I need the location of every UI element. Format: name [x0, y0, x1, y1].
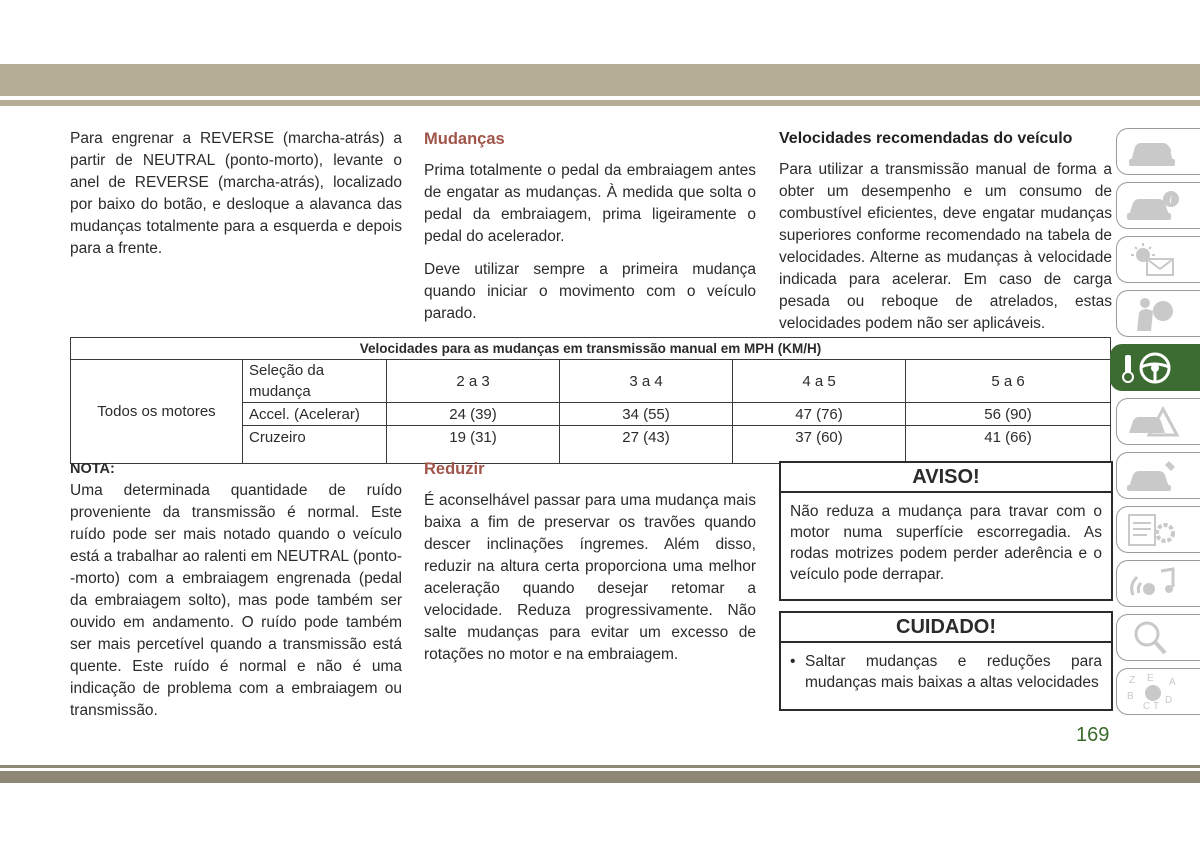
table-header-cell: Seleção da mudança — [243, 360, 387, 403]
steering-wheel-key-icon — [1119, 349, 1175, 387]
header-band — [0, 64, 1200, 96]
reduzir-paragraph: É aconselhável passar para uma mudança mais baixa a fim de preservar os travões quando descer inclinações íngremes. Além disso, reduzir na altura certa proporciona uma melhor aceleração quando desejar retomar a velocidade. Reduza progressivamente. Não salte mudanças para evitar um excesso de rotações no motor e na embraiagem. — [424, 492, 756, 663]
table-header-cell: 5 a 6 — [906, 360, 1111, 403]
svg-text:C: C — [1143, 701, 1151, 711]
table-cell: 27 (43) — [560, 426, 733, 464]
caution-bullet-text: Saltar mudanças e reduções para mudanças mais baixas a altas velocidades — [805, 653, 1102, 691]
nota-section — [70, 458, 402, 722]
nota-label: NOTA: — [70, 461, 115, 477]
tab-specifications[interactable] — [1116, 506, 1200, 553]
table-header-cell: 4 a 5 — [733, 360, 906, 403]
reverse-paragraph: Para engrenar a REVERSE (marcha-atrás) a partir de NEUTRAL (ponto-morto), levante o anel de REVERSE (marcha-atrás), localizado por baixo do botão, e desloque a alavanca das mudanças totalmente para a esquerda e depois para a frente. — [70, 130, 402, 257]
footer-rule — [0, 765, 1200, 768]
table-cell: 56 (90) — [906, 403, 1111, 426]
mudancas-paragraph-2: Deve utilizar sempre a primeira mudança quando iniciar o movimento com o veículo parado. — [424, 261, 756, 322]
shift-speeds-table — [70, 337, 1111, 464]
tab-car-info[interactable] — [1116, 182, 1200, 229]
mudancas-title: Mudanças — [424, 130, 505, 148]
table-cell: 47 (76) — [733, 403, 906, 426]
footer-band — [0, 771, 1200, 783]
svg-text:B: B — [1127, 691, 1134, 702]
tab-car-service[interactable] — [1116, 452, 1200, 499]
caution-title: CUIDADO! — [781, 613, 1111, 643]
header-rule — [0, 100, 1200, 106]
reverse-paragraph-column — [70, 128, 402, 260]
tab-roadside[interactable] — [1116, 398, 1200, 445]
warning-lights-icon — [1125, 241, 1181, 279]
nota-paragraph: Uma determinada quantidade de ruído proveniente da transmissão é normal. Este ruído pode ser mais notado quando o veículo está a trabalhar ao ralenti em NEUTRAL (ponto--morto) com a embraiagem engrenada (pedal da embraiagem solto), mas pode também ser ouvido em andamento. O ruído pode também ser mais percetível quando a transmissão está quente. Este ruído é normal e não é uma indicação de problema com a embraiagem ou transmissão. — [70, 482, 402, 719]
table-cell: Accel. (Acelerar) — [243, 403, 387, 426]
tab-warning-lights[interactable] — [1116, 236, 1200, 283]
tab-multimedia[interactable] — [1116, 560, 1200, 607]
table-caption: Velocidades para as mudanças em transmissão manual em MPH (KM/H) — [71, 338, 1111, 360]
multimedia-icon — [1125, 565, 1181, 603]
svg-text:D: D — [1165, 695, 1173, 706]
mudancas-paragraph-1: Prima totalmente o pedal da embraiagem antes de engatar as mudanças. À medida que solta o pedal da embraiagem, prima ligeiramente o pedal do acelerador. — [424, 162, 756, 245]
tab-airbag-seatbelt[interactable] — [1116, 290, 1200, 337]
svg-text:A: A — [1169, 677, 1176, 688]
velocidades-title: Velocidades recomendadas do veículo — [779, 130, 1073, 147]
warning-title: AVISO! — [781, 463, 1111, 493]
svg-text:E: E — [1147, 673, 1154, 684]
engine-label-cell: Todos os motores — [71, 360, 243, 464]
reduzir-title: Reduzir — [424, 460, 485, 478]
tab-driving[interactable] — [1110, 344, 1200, 391]
table-cell: 24 (39) — [387, 403, 560, 426]
index-az-icon — [1125, 673, 1181, 711]
table-header-cell: 3 a 4 — [560, 360, 733, 403]
svg-text:i: i — [1169, 194, 1173, 206]
table-cell: 19 (31) — [387, 426, 560, 464]
tab-search[interactable] — [1116, 614, 1200, 661]
caution-bullet — [790, 651, 1102, 693]
warning-box — [779, 461, 1113, 601]
reduzir-section — [424, 458, 756, 666]
warning-text: Não reduza a mudança para travar com o motor numa superfície escorregadia. As rodas motrizes podem perder aderência e o veículo pode derrapar. — [790, 503, 1102, 583]
airbag-seatbelt-icon — [1125, 295, 1181, 333]
table-cell: 34 (55) — [560, 403, 733, 426]
table-header-cell: 2 a 3 — [387, 360, 560, 403]
car-dashboard-icon — [1125, 133, 1181, 171]
table-cell: 37 (60) — [733, 426, 906, 464]
search-icon — [1125, 619, 1181, 657]
tab-car-dashboard[interactable] — [1116, 128, 1200, 175]
mudancas-section — [424, 128, 756, 325]
car-info-icon — [1125, 187, 1181, 225]
caution-box — [779, 611, 1113, 711]
tab-index[interactable] — [1116, 668, 1200, 715]
page-number: 169 — [1076, 724, 1110, 746]
table-cell: Cruzeiro — [243, 426, 387, 464]
svg-text:Z: Z — [1129, 675, 1136, 686]
velocidades-section — [779, 128, 1112, 335]
specifications-gear-icon — [1125, 511, 1181, 549]
velocidades-paragraph: Para utilizar a transmissão manual de forma a obter um desempenho e um consumo de combustível eficientes, deve engatar mudanças superiores conforme recomendado na tabela de velocidades. Alterne as mudanças à velocidade indicada para acelerar. Em caso de carga pesada ou reboque de atrelados, estas velocidades podem não ser aplicáveis. — [779, 161, 1112, 332]
table-cell: 41 (66) — [906, 426, 1111, 464]
bullet-icon: • — [790, 653, 796, 670]
roadside-warning-icon — [1125, 403, 1181, 441]
car-service-icon — [1125, 457, 1181, 495]
svg-text:T: T — [1153, 701, 1160, 711]
